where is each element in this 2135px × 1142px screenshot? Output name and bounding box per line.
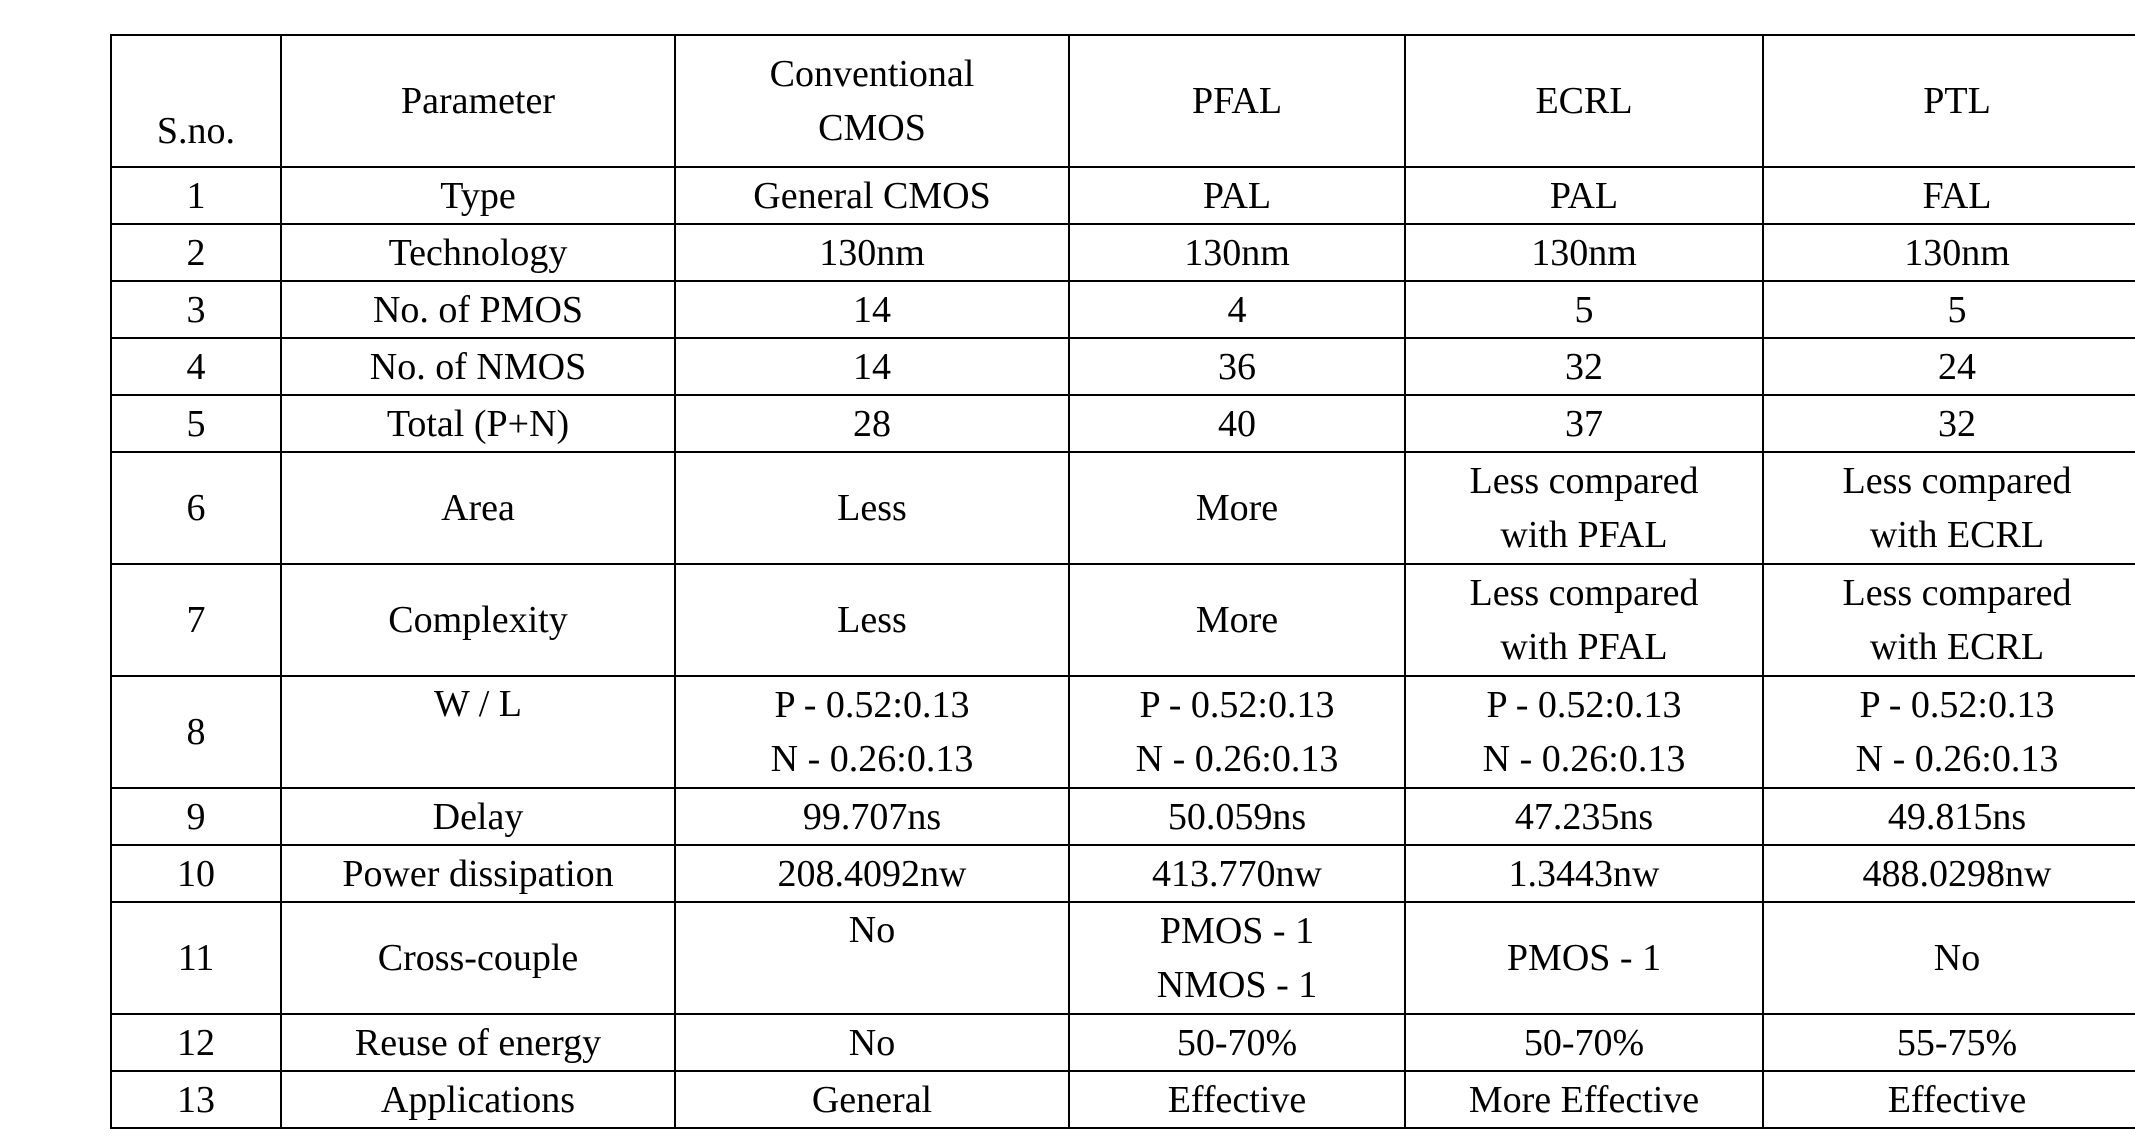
cell-parameter: Power dissipation bbox=[281, 845, 675, 902]
cell-ecrl-line2: N - 0.26:0.13 bbox=[1482, 738, 1686, 780]
cell-ptl: 24 bbox=[1763, 338, 2135, 395]
cell-ptl: No bbox=[1763, 902, 2135, 1014]
cell-ptl: 5 bbox=[1763, 281, 2135, 338]
cell-parameter: No. of PMOS bbox=[281, 281, 675, 338]
table-row bbox=[111, 1071, 2135, 1128]
cell-sno: 2 bbox=[111, 224, 281, 281]
header-cmos-line2: CMOS bbox=[818, 107, 926, 149]
cell-ecrl: PMOS - 1 bbox=[1405, 902, 1763, 1014]
cell-ptl: 49.815ns bbox=[1763, 788, 2135, 845]
cell-pfal: 40 bbox=[1069, 395, 1405, 452]
cell-ptl-line1: P - 0.52:0.13 bbox=[1859, 684, 2055, 726]
table-row bbox=[111, 845, 2135, 902]
cell-pfal: 50.059ns bbox=[1069, 788, 1405, 845]
cell-sno: 13 bbox=[111, 1071, 281, 1128]
header-parameter: Parameter bbox=[281, 35, 675, 167]
cell-ptl: 55-75% bbox=[1763, 1014, 2135, 1071]
cell-cmos: Less bbox=[675, 564, 1069, 676]
table-row bbox=[111, 676, 2135, 788]
cell-ecrl: 5 bbox=[1405, 281, 1763, 338]
cell-parameter: Cross-couple bbox=[281, 902, 675, 1014]
cell-sno: 10 bbox=[111, 845, 281, 902]
table-row bbox=[111, 902, 2135, 1014]
cell-cmos bbox=[675, 676, 1069, 788]
cell-cmos: General bbox=[675, 1071, 1069, 1128]
table-row bbox=[111, 167, 2135, 224]
table-row bbox=[111, 452, 2135, 564]
cell-parameter: Technology bbox=[281, 224, 675, 281]
header-cmos-line1: Conventional bbox=[769, 53, 975, 95]
cell-sno: 9 bbox=[111, 788, 281, 845]
cell-sno: 8 bbox=[111, 676, 281, 788]
cell-pfal: More bbox=[1069, 452, 1405, 564]
cell-ecrl-line1: Less compared bbox=[1469, 572, 1699, 614]
cell-ptl: Effective bbox=[1763, 1071, 2135, 1128]
cell-ptl bbox=[1763, 564, 2135, 676]
cell-cmos: No bbox=[675, 1014, 1069, 1071]
cell-ecrl: More Effective bbox=[1405, 1071, 1763, 1128]
table-row bbox=[111, 564, 2135, 676]
cell-sno: 3 bbox=[111, 281, 281, 338]
cell-cmos: Less bbox=[675, 452, 1069, 564]
cell-ecrl bbox=[1405, 564, 1763, 676]
table-row bbox=[111, 1014, 2135, 1071]
cell-ptl-line2: N - 0.26:0.13 bbox=[1855, 738, 2059, 780]
cell-ptl-line2: with ECRL bbox=[1869, 626, 2045, 668]
cell-pfal: 4 bbox=[1069, 281, 1405, 338]
cell-pfal-line2: NMOS - 1 bbox=[1156, 964, 1318, 1006]
cell-pfal: PAL bbox=[1069, 167, 1405, 224]
cell-cmos: 99.707ns bbox=[675, 788, 1069, 845]
cell-parameter: Applications bbox=[281, 1071, 675, 1128]
cell-parameter: Delay bbox=[281, 788, 675, 845]
cell-pfal: 413.770nw bbox=[1069, 845, 1405, 902]
cell-ecrl-line1: Less compared bbox=[1469, 460, 1699, 502]
cell-ptl-line2: with ECRL bbox=[1869, 514, 2045, 556]
cell-pfal-line1: PMOS - 1 bbox=[1159, 910, 1315, 952]
cell-ecrl: 1.3443nw bbox=[1405, 845, 1763, 902]
cell-sno: 6 bbox=[111, 452, 281, 564]
cell-pfal: 50-70% bbox=[1069, 1014, 1405, 1071]
cell-pfal: 130nm bbox=[1069, 224, 1405, 281]
comparison-table bbox=[110, 34, 2135, 1129]
header-sno: S.no. bbox=[111, 35, 281, 167]
cell-pfal bbox=[1069, 902, 1405, 1014]
cell-ecrl: 50-70% bbox=[1405, 1014, 1763, 1071]
cell-ptl-line1: Less compared bbox=[1842, 460, 2072, 502]
header-ecrl: ECRL bbox=[1405, 35, 1763, 167]
cell-ecrl: 37 bbox=[1405, 395, 1763, 452]
table-row bbox=[111, 395, 2135, 452]
cell-ecrl-line2: with PFAL bbox=[1500, 626, 1668, 668]
cell-sno: 5 bbox=[111, 395, 281, 452]
table-row bbox=[111, 281, 2135, 338]
cell-ptl: 488.0298nw bbox=[1763, 845, 2135, 902]
cell-sno: 1 bbox=[111, 167, 281, 224]
header-conventional-cmos bbox=[675, 35, 1069, 167]
cell-cmos: 208.4092nw bbox=[675, 845, 1069, 902]
cell-ecrl bbox=[1405, 676, 1763, 788]
cell-ptl bbox=[1763, 452, 2135, 564]
cell-ptl bbox=[1763, 676, 2135, 788]
cell-pfal-line2: N - 0.26:0.13 bbox=[1135, 738, 1339, 780]
cell-ptl-line1: Less compared bbox=[1842, 572, 2072, 614]
cell-ptl: 130nm bbox=[1763, 224, 2135, 281]
cell-pfal: More bbox=[1069, 564, 1405, 676]
cell-ecrl: 130nm bbox=[1405, 224, 1763, 281]
cell-pfal: Effective bbox=[1069, 1071, 1405, 1128]
cell-ecrl bbox=[1405, 452, 1763, 564]
cell-cmos: 14 bbox=[675, 281, 1069, 338]
header-ptl: PTL bbox=[1763, 35, 2135, 167]
cell-parameter: W / L bbox=[281, 676, 675, 788]
cell-cmos: General CMOS bbox=[675, 167, 1069, 224]
cell-parameter: Type bbox=[281, 167, 675, 224]
cell-sno: 11 bbox=[111, 902, 281, 1014]
cell-cmos-line1: P - 0.52:0.13 bbox=[774, 684, 970, 726]
cell-parameter: Total (P+N) bbox=[281, 395, 675, 452]
cell-parameter: Complexity bbox=[281, 564, 675, 676]
cell-cmos: 28 bbox=[675, 395, 1069, 452]
cell-ecrl: 32 bbox=[1405, 338, 1763, 395]
cell-sno: 7 bbox=[111, 564, 281, 676]
cell-parameter: No. of NMOS bbox=[281, 338, 675, 395]
cell-cmos: 130nm bbox=[675, 224, 1069, 281]
table-header-row bbox=[111, 35, 2135, 167]
cell-ecrl-line1: P - 0.52:0.13 bbox=[1486, 684, 1682, 726]
cell-ptl: FAL bbox=[1763, 167, 2135, 224]
cell-parameter: Reuse of energy bbox=[281, 1014, 675, 1071]
header-pfal: PFAL bbox=[1069, 35, 1405, 167]
cell-ecrl: PAL bbox=[1405, 167, 1763, 224]
cell-cmos: 14 bbox=[675, 338, 1069, 395]
cell-pfal bbox=[1069, 676, 1405, 788]
cell-parameter: Area bbox=[281, 452, 675, 564]
cell-pfal-line1: P - 0.52:0.13 bbox=[1139, 684, 1335, 726]
cell-pfal: 36 bbox=[1069, 338, 1405, 395]
cell-ptl: 32 bbox=[1763, 395, 2135, 452]
cell-ecrl-line2: with PFAL bbox=[1500, 514, 1668, 556]
cell-cmos: No bbox=[675, 902, 1069, 1014]
table-row bbox=[111, 788, 2135, 845]
cell-cmos-line2: N - 0.26:0.13 bbox=[770, 738, 974, 780]
table-row bbox=[111, 224, 2135, 281]
cell-sno: 4 bbox=[111, 338, 281, 395]
cell-sno: 12 bbox=[111, 1014, 281, 1071]
table-row bbox=[111, 338, 2135, 395]
cell-ecrl: 47.235ns bbox=[1405, 788, 1763, 845]
